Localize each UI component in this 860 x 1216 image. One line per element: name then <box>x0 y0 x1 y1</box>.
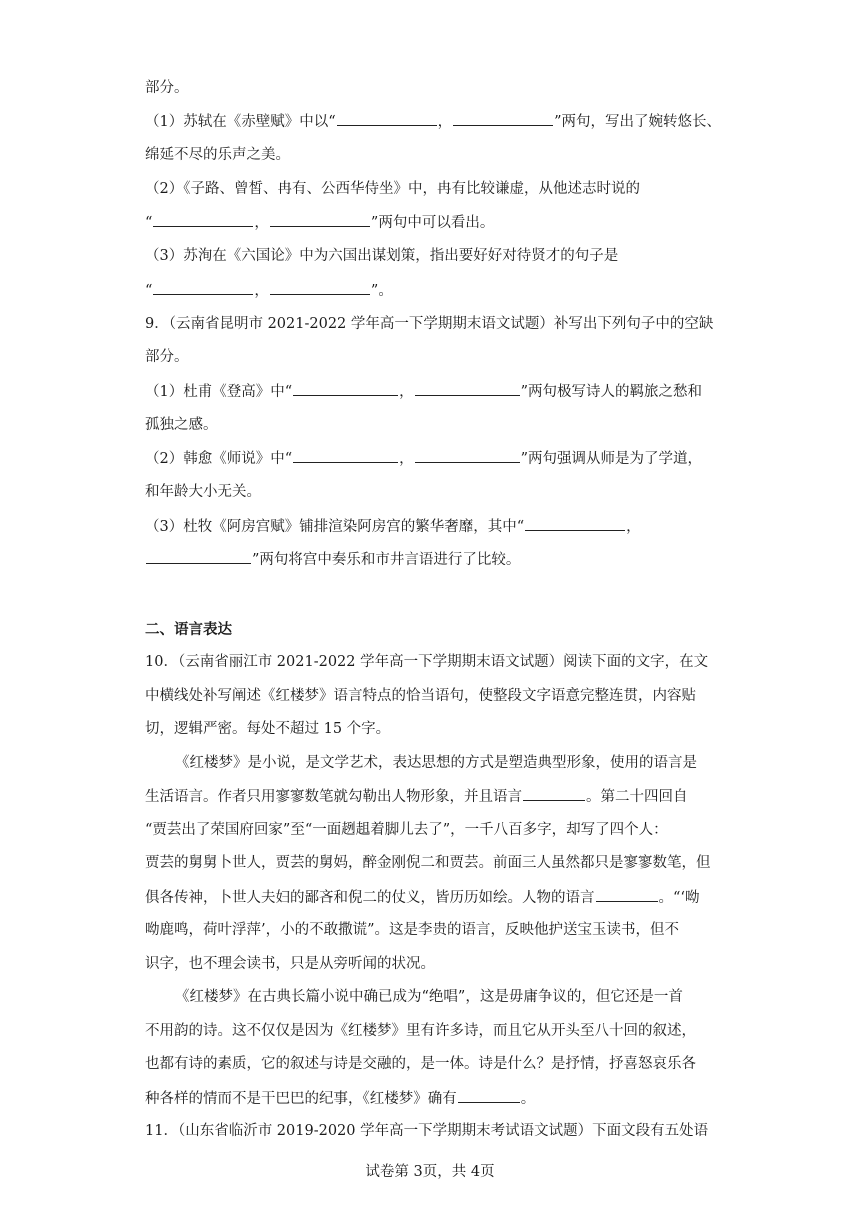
text: ”两句强调从师是为了学道， <box>520 451 703 467</box>
passage-line <box>175 753 697 773</box>
text: “ <box>145 215 153 231</box>
text: 9．（云南省昆明市 2021-2022 学年高一下学期期末语文试题）补写出下列句子中的空缺 <box>145 316 714 332</box>
text-line <box>145 448 702 469</box>
text-line <box>145 280 393 301</box>
text-line <box>145 111 721 132</box>
passage-line <box>145 1088 535 1109</box>
text: ， <box>626 519 641 535</box>
answer-blank[interactable] <box>293 448 398 463</box>
text: 识字，也不理会读书，只是从旁听闻的状况。 <box>145 956 435 972</box>
text: ， <box>399 384 414 400</box>
text: 11．（山东省临沂市 2019-2020 学年高一下学期期末考试语文试题）下面文段有五处语 <box>145 1123 709 1139</box>
answer-blank[interactable] <box>415 381 520 396</box>
answer-blank[interactable] <box>453 111 553 126</box>
passage-line <box>145 820 668 840</box>
text: ”两句极写诗人的羁旅之愁和 <box>520 384 703 400</box>
text: 贾芸的舅舅卜世人，贾芸的舅妈，醉金刚倪二和贾芸。前面三人虽然都只是寥寥数笔，但 <box>145 855 711 871</box>
answer-blank[interactable] <box>337 111 437 126</box>
text: 。“‘呦 <box>658 890 700 906</box>
text: （2）韩愈《师说》中“ <box>145 451 293 467</box>
text: 俱各传神，卜世人夫妇的鄙吝和倪二的仗义，皆历历如绘。人物的语言 <box>145 890 595 906</box>
text-line <box>145 347 189 367</box>
answer-blank[interactable] <box>458 1088 520 1103</box>
text: （1）杜甫《登高》中“ <box>145 384 293 400</box>
text: 。 <box>520 1091 536 1107</box>
text: 部分。 <box>145 349 189 365</box>
text-line <box>145 415 218 435</box>
text-line <box>145 246 618 266</box>
text: （2）《子路、曾皙、冉有、公西华侍坐》中，冉有比较谦虚，从他述志时说的 <box>145 181 640 197</box>
text: ， <box>254 215 269 231</box>
answer-blank[interactable] <box>523 786 585 801</box>
text: 种各样的情而不是干巴巴的纪事，《红楼梦》确有 <box>145 1091 457 1107</box>
text: 孤独之感。 <box>145 417 218 433</box>
question-heading <box>145 314 713 334</box>
text-line <box>145 212 494 233</box>
answer-blank[interactable] <box>293 381 398 396</box>
text-line <box>145 549 520 570</box>
text: （1）苏轼在《赤壁赋》中以“ <box>145 114 336 130</box>
text-line <box>145 686 696 706</box>
text: 呦鹿鸣，荷叶浮萍’，小的不敢撒谎”。这是李贵的语言，反映他护送宝玉读书，但不 <box>145 922 680 938</box>
passage-line <box>145 954 435 974</box>
question-heading <box>145 1121 708 1141</box>
answer-blank[interactable] <box>525 516 625 531</box>
text: 《红楼梦》是小说，是文学艺术，表达思想的方式是塑造典型形象，使用的语言是 <box>175 755 697 771</box>
answer-blank[interactable] <box>153 280 253 295</box>
answer-blank[interactable] <box>415 448 520 463</box>
section-title: 二、语言表达 <box>145 621 232 638</box>
passage-line <box>145 786 688 807</box>
passage-line <box>145 920 679 940</box>
text: ”。 <box>370 283 393 299</box>
passage-line <box>145 1054 696 1074</box>
text: 不用韵的诗。这不仅仅是因为《红楼梦》里有许多诗，而且它从开头至八十回的叙述， <box>145 1023 696 1039</box>
text: 切，逻辑严密。每处不超过 15 个字。 <box>145 721 391 737</box>
text: （3）苏洵在《六国论》中为六国出谋划策，指出要好好对待贤才的句子是 <box>145 248 619 264</box>
text: ”两句将宫中奏乐和市井言语进行了比较。 <box>252 552 521 568</box>
text: ”两句中可以看出。 <box>370 215 495 231</box>
text: 《红楼梦》在古典长篇小说中确已成为“绝唱”，这是毋庸争议的，但它还是一首 <box>175 989 683 1005</box>
text: 。第二十四回自 <box>586 789 688 805</box>
page-footer: 试卷第 3页，共 4页 <box>365 1164 495 1180</box>
text: （3）杜牧《阿房宫赋》铺排渲染阿房宫的繁华奢靡，其中“ <box>145 519 525 535</box>
text: 和年龄大小无关。 <box>145 484 261 500</box>
answer-blank[interactable] <box>153 212 253 227</box>
text: 部分。 <box>145 80 189 96</box>
text-line <box>145 516 641 537</box>
text: 绵延不尽的乐声之美。 <box>145 147 290 163</box>
passage-line <box>175 987 683 1007</box>
text-line <box>145 381 702 402</box>
passage-line <box>145 887 700 908</box>
text-line <box>145 145 290 165</box>
text: ”两句，写出了婉转悠长、 <box>554 114 722 130</box>
passage-line <box>145 853 711 873</box>
text: ， <box>437 114 453 130</box>
text-line <box>145 719 390 739</box>
text: ， <box>254 283 269 299</box>
answer-blank[interactable] <box>270 212 370 227</box>
passage-line <box>145 1021 696 1041</box>
text: “ <box>145 283 153 299</box>
text: 中横线处补写阐述《红楼梦》语言特点的恰当语句，使整段文字语意完整连贯，内容贴 <box>145 688 696 704</box>
answer-blank[interactable] <box>596 887 658 902</box>
text: 生活语言。作者只用寥寥数笔就勾勒出人物形象，并且语言 <box>145 789 522 805</box>
answer-blank[interactable] <box>146 549 251 564</box>
text-line <box>145 179 640 199</box>
answer-blank[interactable] <box>270 280 370 295</box>
question-heading <box>145 652 708 672</box>
text: 也都有诗的素质，它的叙述与诗是交融的，是一体。诗是什么？是抒情，抒喜怒哀乐各 <box>145 1056 696 1072</box>
text: 10．（云南省丽江市 2021-2022 学年高一下学期期末语文试题）阅读下面的文字，在文 <box>145 654 709 670</box>
text: “贾芸出了荣国府回家”至“一面趔趄着脚儿去了”，一千八百多字，却写了四个人： <box>145 822 668 838</box>
text-line <box>145 78 189 98</box>
text-line <box>145 482 261 502</box>
text: ， <box>399 451 414 467</box>
